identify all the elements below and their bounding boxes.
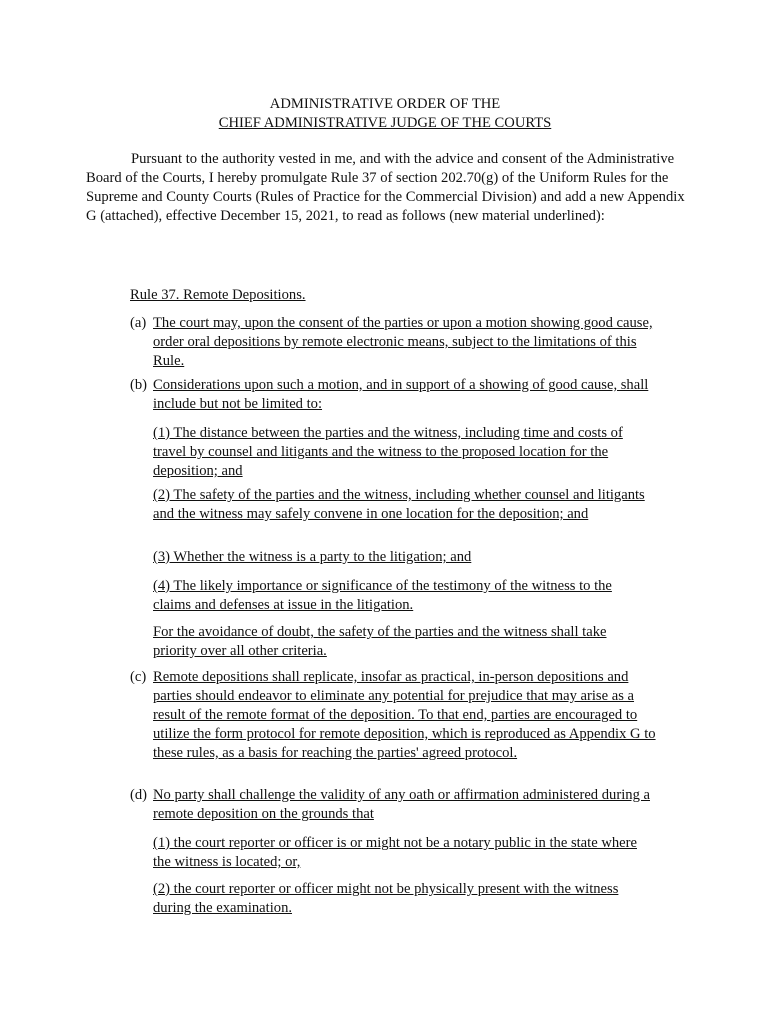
paragraph-b: [130, 376, 670, 414]
paragraph-a-text: The court may, upon the consent of the parties or upon a motion showing good cause, order oral depositions by remote electronic means, subject to the limitations of this Rule.: [153, 315, 653, 369]
paragraph-c: [130, 668, 670, 763]
paragraph-d-label: (d): [130, 787, 148, 803]
paragraph-c-label: (c): [130, 669, 147, 685]
paragraph-a: [130, 314, 670, 371]
paragraph-b-text: Considerations upon such a motion, and in support of a showing of good cause, shall include but not be limited to:: [153, 377, 649, 412]
d-item-2: (2) the court reporter or officer might not be physically present with the witness during the examination.: [153, 881, 619, 916]
b-item-1: (1) The distance between the parties and the witness, including time and costs of travel by counsel and litigants and the witness to the proposed location for the deposition; and: [153, 425, 623, 479]
paragraph-c-text: Remote depositions shall replicate, insofar as practical, in-person depositions and parties should endeavor to eliminate any potential for prejudice that may arise as a result of the remote format of the deposition. To that end, parties are encouraged to utilize the form protocol for remote deposition, which is reproduced as Appendix G to these rules, as a basis for reaching the parties' agreed protocol.: [153, 669, 656, 761]
paragraph-d-text: No party shall challenge the validity of any oath or affirmation administered during a remote deposition on the grounds that: [153, 787, 650, 822]
order-title-line1: ADMINISTRATIVE ORDER OF THE: [269, 96, 501, 112]
intro-paragraph: Pursuant to the authority vested in me, and with the advice and consent of the Administrative Board of the Courts, I hereby promulgate Rule 37 of section 202.70(g) of the Uniform Rules for the Supreme and County Courts (Rules of Practice for the Commercial Division) and add a new Appendix G (attached), effective December 15, 2021, to read as follows (new material underlined):: [86, 151, 685, 224]
paragraph-d: [130, 786, 670, 824]
b-priority-note: For the avoidance of doubt, the safety of the parties and the witness shall take priority over all other criteria.: [153, 624, 607, 659]
b-item-3: (3) Whether the witness is a party to the litigation; and: [153, 549, 472, 565]
d-item-1: (1) the court reporter or officer is or might not be a notary public in the state where the witness is located; or,: [153, 835, 637, 870]
b-item-4: (4) The likely importance or significance of the testimony of the witness to the claims and defenses at issue in the litigation.: [153, 578, 612, 613]
rule-heading: Rule 37. Remote Depositions.: [130, 287, 306, 303]
paragraph-b-label: (b): [130, 377, 148, 393]
b-item-2: (2) The safety of the parties and the witness, including whether counsel and litigants and the witness may safely convene in one location for the deposition; and: [153, 487, 645, 522]
order-title-line2: CHIEF ADMINISTRATIVE JUDGE OF THE COURTS: [218, 115, 552, 131]
paragraph-a-label: (a): [130, 315, 147, 331]
